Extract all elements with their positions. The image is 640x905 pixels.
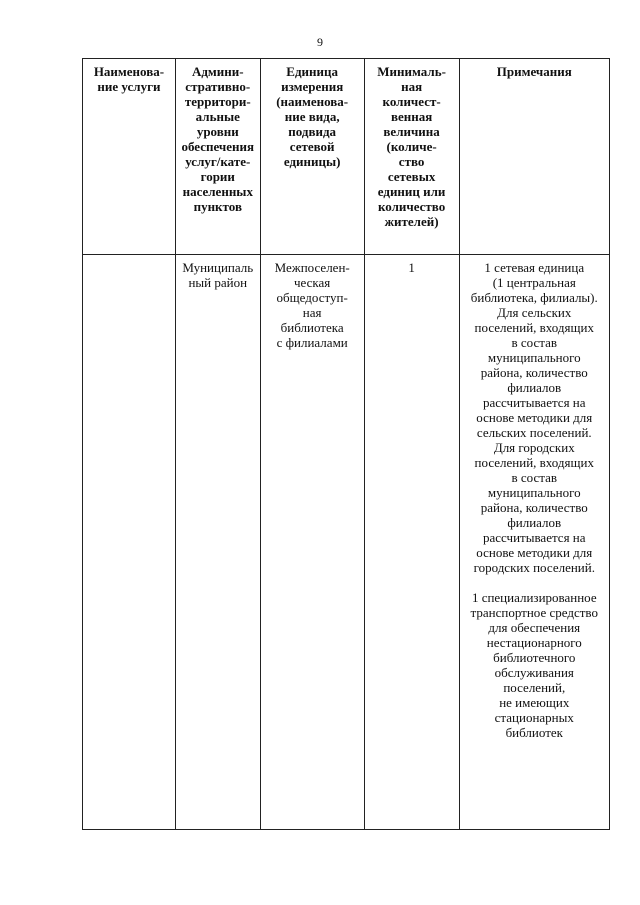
- table-header-row: [83, 59, 610, 255]
- cell-admin-level: Муниципаль ный район: [175, 255, 260, 830]
- cell-min-value: 1: [364, 255, 459, 830]
- page-number: 9: [317, 35, 323, 49]
- cell-notes: 1 сетевая единица (1 центральная библиотека, филиалы). Для сельских поселений, входящих в состав муниципального района, количество филиалов рассчитывается на основе методики для сельских поселений. Для городских поселений, входящих в состав муниципального района, количество филиалов рассчитывается на основе методики для городских поселений. 1 специализированное транспортное средство для обеспечения нестационарного библиотечного обслуживания поселений, не имеющих стационарных библиотек: [459, 255, 609, 830]
- table-row: [83, 255, 610, 830]
- header-service-name: Наименова- ние услуги: [83, 59, 176, 255]
- cell-unit: Межпоселен- ческая общедоступ- ная библиотека с филиалами: [260, 255, 364, 830]
- header-notes: Примечания: [459, 59, 609, 255]
- header-admin-level: Админи- стративно- территори- альные уровни обеспечения услуг/кате- гории населенных пунктов: [175, 59, 260, 255]
- cell-service-name: [83, 255, 176, 830]
- header-min-value: Минималь- ная количест- венная величина (количе- ство сетевых единиц или количество жителей): [364, 59, 459, 255]
- header-unit: Единица измерения (наименова- ние вида, подвида сетевой единицы): [260, 59, 364, 255]
- requirements-table: [82, 58, 610, 830]
